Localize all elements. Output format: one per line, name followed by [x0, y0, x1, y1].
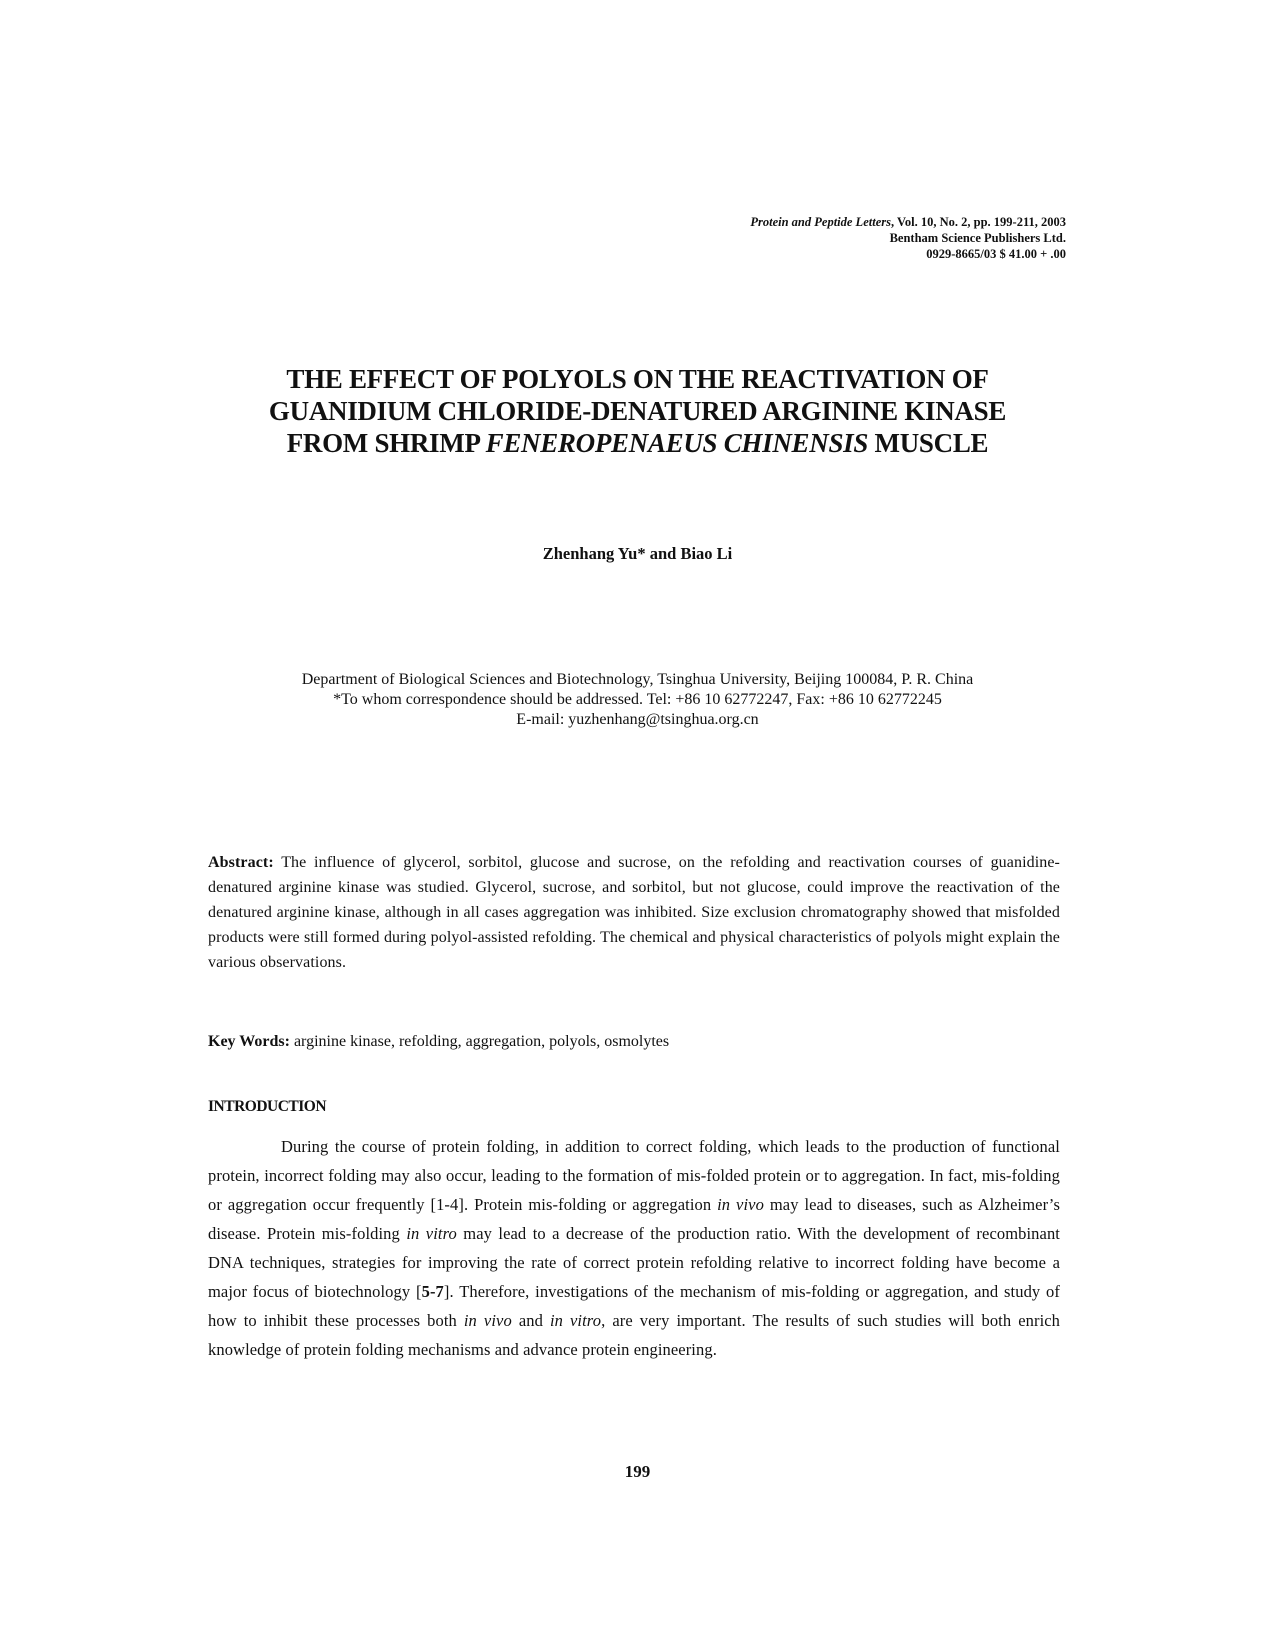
affiliation-block — [0, 670, 1275, 730]
species-name: FENEROPENAEUS CHINENSIS — [485, 428, 869, 458]
intro-in-vivo-1: in vivo — [717, 1195, 764, 1214]
intro-text-5: and — [511, 1311, 550, 1330]
abstract-label: Abstract: — [208, 854, 274, 871]
intro-reference-bold: 5-7 — [421, 1282, 444, 1301]
abstract — [208, 850, 1060, 975]
title-line-3 — [0, 427, 1275, 459]
introduction-heading: INTRODUCTION — [208, 1098, 327, 1115]
intro-in-vitro-1: in vitro — [406, 1224, 457, 1243]
intro-text-6: , are very important. The results of such studies will both enrich knowledge of protein folding mechanisms and advance protein engineering. — [208, 1311, 1061, 1359]
issn-price-line: 0929-8665/03 $ 41.00 + .00 — [926, 247, 1066, 261]
correspondence: *To whom correspondence should be addressed. Tel: +86 10 62772247, Fax: +86 10 62772245 — [333, 691, 942, 708]
intro-text-4: ]. Therefore, investigations of the mechanism of mis-folding or aggregation, and study of how to inhibit these processes both — [208, 1282, 1061, 1330]
citation-details: , Vol. 10, No. 2, pp. 199-211, 2003 — [890, 215, 1066, 229]
keywords-label: Key Words: — [208, 1033, 290, 1050]
intro-text-1: During the course of protein folding, in addition to correct folding, which leads to the production of functional protein, incorrect folding may also occur, leading to the formation of mis-folded protein or to aggregation. In fact, mis-folding or aggregation occur frequently [1-4]. Protein mis-folding or aggregation — [208, 1137, 1060, 1214]
introduction-paragraph — [208, 1132, 1060, 1364]
intro-text-3: may lead to a decrease of the production ratio. With the development of recombinant DNA techniques, strategies for improving the rate of correct protein refolding relative to incorrect folding have become a major focus of biotechnology [ — [208, 1224, 1060, 1301]
citation-line — [546, 214, 1066, 230]
journal-name: Protein and Peptide Letters — [750, 215, 891, 229]
intro-text-2: may lead to diseases, such as Alzheimer’s disease. Protein mis-folding — [208, 1195, 1061, 1243]
journal-header — [546, 214, 1066, 262]
email: E-mail: yuzhenhang@tsinghua.org.cn — [516, 711, 759, 728]
title-line-3-prefix: FROM SHRIMP — [286, 428, 486, 458]
abstract-text: The influence of glycerol, sorbitol, glucose and sucrose, on the refolding and reactivation courses of guanidine-denatured arginine kinase was studied. Glycerol, sucrose, and sorbitol, but not glucose, could improve the reactivation of the denatured arginine kinase, although in all cases aggregation was inhibited. Size exclusion chromatography showed that misfolded products were still formed during polyol-assisted refolding. The chemical and physical characteristics of polyols might explain the various observations. — [208, 854, 1060, 971]
keywords — [208, 1033, 1060, 1051]
intro-in-vivo-2: in vivo — [463, 1311, 512, 1330]
keywords-text: arginine kinase, refolding, aggregation, polyols, osmolytes — [289, 1033, 670, 1050]
title-line-2: GUANIDIUM CHLORIDE-DENATURED ARGININE KINASE — [268, 396, 1007, 426]
page-number: 199 — [624, 1462, 651, 1481]
publisher-line: Bentham Science Publishers Ltd. — [889, 231, 1066, 245]
intro-in-vitro-2: in vitro — [549, 1311, 602, 1330]
department: Department of Biological Sciences and Biotechnology, Tsinghua University, Beijing 100084, P. R. China — [301, 671, 974, 688]
authors: Zhenhang Yu* and Biao Li — [542, 544, 733, 563]
title-line-3-suffix: MUSCLE — [868, 428, 989, 458]
title-line-1: THE EFFECT OF POLYOLS ON THE REACTIVATION OF — [286, 364, 989, 394]
paper-title — [0, 363, 1275, 459]
